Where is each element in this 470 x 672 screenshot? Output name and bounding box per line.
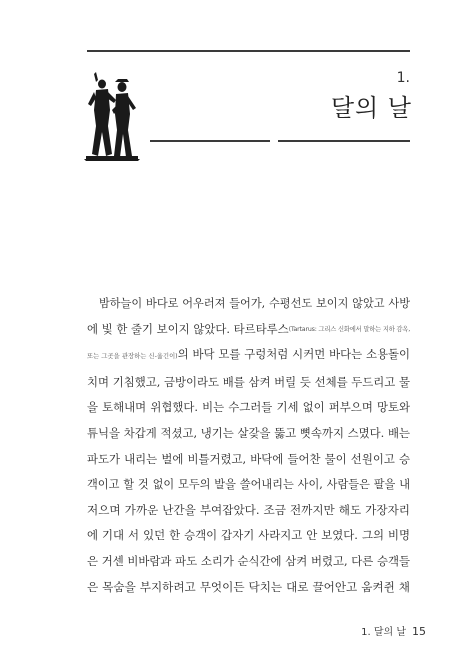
body-line: 파도가 내리는 벌에 비틀거렸고, 바닥에 들어찬 물이 선원이고 승 (87, 451, 410, 466)
running-footer (361, 623, 426, 638)
title-underline-left (150, 140, 270, 142)
body-line: 저으며 가까운 난간을 부여잡았다. 조금 전까지만 해도 가장자리 (87, 502, 410, 517)
two-classical-figures-icon (82, 70, 144, 162)
body-line: 은 거센 비바람과 파도 소리가 순식간에 삼켜 버렸고, 다른 승객들 (87, 553, 410, 568)
body-line-text: 의 바닥 모를 구렁처럼 시커먼 바다는 소용돌이 (177, 347, 410, 362)
top-rule (87, 50, 410, 52)
translator-note: (Tartarus: 그리스 신화에서 말하는 지하 감옥, (288, 325, 410, 333)
footer-chapter-label: 1. 달의 날 (361, 627, 406, 638)
body-text (87, 291, 410, 600)
body-line: 을 토해내며 위협했다. 비는 수그러들 기세 없이 퍼부으며 망토와 (87, 400, 410, 415)
body-line: 튜닉을 차갑게 적셨고, 냉기는 살갗을 뚫고 뼛속까지 스몄다. 배는 (87, 425, 410, 440)
title-underline-right (278, 140, 410, 142)
body-line: 에 기대 서 있던 한 승객이 갑자기 사라지고 안 보였다. 그의 비명 (87, 528, 410, 543)
page-number: 15 (412, 625, 426, 638)
translator-note: 또는 그곳을 관장하는 신-옮긴이) (87, 353, 178, 361)
body-line: 객이고 할 것 없이 모두의 발을 쓸어내리는 사이, 사람들은 팔을 내 (87, 478, 410, 492)
body-line: 은 목숨을 부지하려고 무엇이든 닥치는 대로 끌어안고 움켜쥔 채 (87, 579, 410, 594)
body-line: 밤하늘이 바다로 어우러져 들어가, 수평선도 보이지 않았고 사방 (99, 297, 410, 310)
body-line (87, 342, 410, 370)
chapter-title: 달의 날 (330, 94, 412, 122)
chapter-number: 1. (396, 70, 410, 86)
body-line (87, 317, 410, 343)
body-line: 치며 기침했고, 금방이라도 배를 삼켜 버릴 듯 선체를 두드리고 물 (87, 374, 410, 389)
body-line-text: 에 빛 한 줄기 보이지 않았다. 타르타루스 (87, 321, 289, 336)
